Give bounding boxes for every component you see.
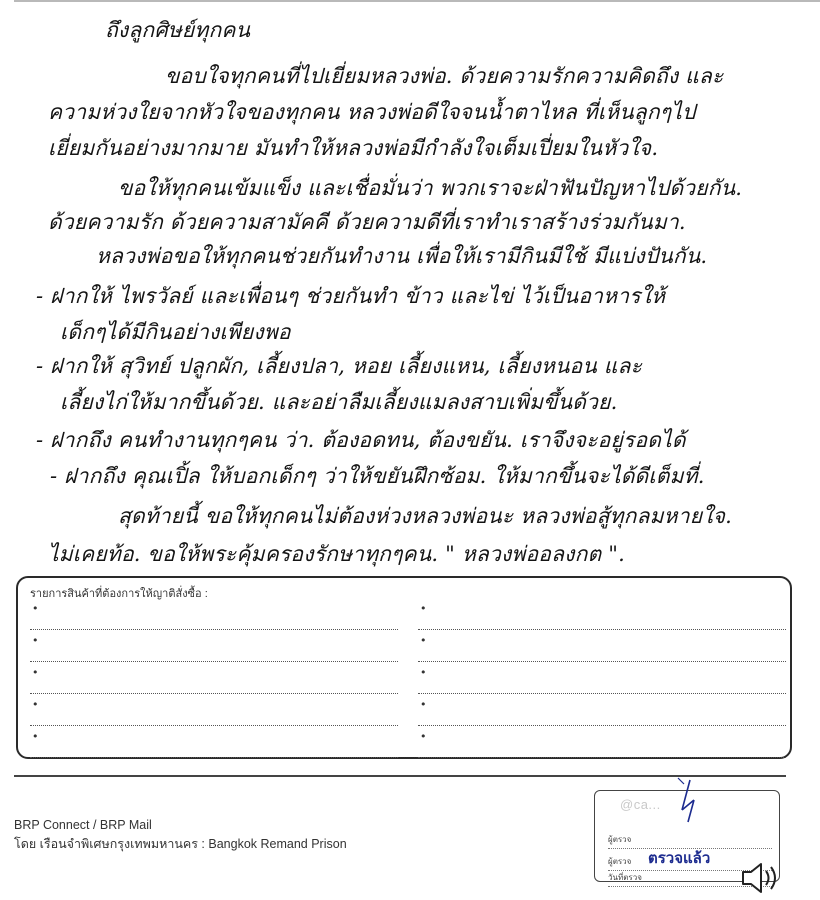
inspector-label: ผู้ตรวจ xyxy=(608,835,632,844)
status-label: ผู้ตรวจ xyxy=(608,857,632,866)
watermark: @ca... xyxy=(620,797,661,812)
speaker-icon[interactable] xyxy=(739,858,789,898)
order-items-form xyxy=(16,576,792,759)
footer-brand xyxy=(14,816,347,854)
form-bullet: • xyxy=(420,730,427,743)
form-entry-line[interactable] xyxy=(418,662,786,694)
letter-line: - ฝากให้ สุวิทย์ ปลูกผัก, เลี้ยงปลา, หอย เลี้ยงแหน, เลี้ยงหนอน และ xyxy=(36,354,643,378)
letter-line: เด็กๆได้มีกินอย่างเพียงพอ xyxy=(60,320,291,344)
brand-name: BRP Connect / BRP Mail xyxy=(14,818,152,832)
form-entry-line[interactable] xyxy=(30,630,398,662)
letter-line: หลวงพ่อขอให้ทุกคนช่วยกันทำงาน เพื่อให้เรามีกินมีใช้ มีแบ่งปันกัน. xyxy=(96,244,708,268)
signature-scribble xyxy=(660,770,720,830)
letter-line: ขอให้ทุกคนเข้มแข็ง และเชื่อมั่นว่า พวกเราจะฝ่าฟันปัญหาไปด้วยกัน. xyxy=(118,176,743,200)
letter-line: - ฝากถึง คนทำงานทุกๆคน ว่า. ต้องอดทน, ต้องขยัน. เราจึงจะอยู่รอดได้ xyxy=(36,428,686,452)
form-bullet: • xyxy=(32,602,39,615)
form-entry-line[interactable] xyxy=(30,662,398,694)
letter-line: ความห่วงใยจากหัวใจของทุกคน หลวงพ่อดีใจจนน้ำตาไหล ที่เห็นลูกๆไป xyxy=(48,100,696,124)
form-entry-line[interactable] xyxy=(418,630,786,662)
letter-line: ไม่เคยท้อ. ขอให้พระคุ้มครองรักษาทุกๆคน. " หลวงพ่ออลงกต ". xyxy=(48,542,625,566)
form-bullet: • xyxy=(420,634,427,647)
form-entry-line[interactable] xyxy=(30,694,398,726)
form-title: รายการสินค้าที่ต้องการให้ญาติสั่งซื้อ : xyxy=(30,588,208,600)
letter-line: ถึงลูกศิษย์ทุกคน xyxy=(105,18,251,42)
brand-subtitle: โดย เรือนจำพิเศษกรุงเทพมหานคร : Bangkok Remand Prison xyxy=(14,837,347,851)
form-entry-line[interactable] xyxy=(30,726,398,758)
letter-line: สุดท้ายนี้ ขอให้ทุกคนไม่ต้องห่วงหลวงพ่อนะ หลวงพ่อสู้ทุกลมหายใจ. xyxy=(118,504,733,528)
form-bullet: • xyxy=(32,730,39,743)
form-entry-line[interactable] xyxy=(418,726,786,758)
form-bullet: • xyxy=(32,634,39,647)
letter-line: เยี่ยมกันอย่างมากมาย มันทำให้หลวงพ่อมีกำลังใจเต็มเปี่ยมในหัวใจ. xyxy=(48,136,659,160)
form-bullet: • xyxy=(420,666,427,679)
form-bullet: • xyxy=(32,698,39,711)
letter-line: ขอบใจทุกคนที่ไปเยี่ยมหลวงพ่อ. ด้วยความรักความคิดถึง และ xyxy=(165,64,724,88)
form-entry-line[interactable] xyxy=(30,598,398,630)
form-entry-line[interactable] xyxy=(418,694,786,726)
date-label: วันที่ตรวจ xyxy=(608,873,642,882)
form-bullet: • xyxy=(420,602,427,615)
letter-line: ด้วยความรัก ด้วยความสามัคคี ด้วยความดีที่เราทำเราสร้างร่วมกันมา. xyxy=(48,210,686,234)
letter-line: - ฝากให้ ไพรวัลย์ และเพื่อนๆ ช่วยกันทำ ข้าว และไข่ ไว้เป็นอาหารให้ xyxy=(36,284,666,308)
form-bullet: • xyxy=(32,666,39,679)
form-entry-line[interactable] xyxy=(418,598,786,630)
inspection-status: ตรวจแล้ว xyxy=(648,850,711,867)
letter-line: เลี้ยงไก่ให้มากขึ้นด้วย. และอย่าลืมเลี้ยงแมลงสาบเพิ่มขึ้นด้วย. xyxy=(60,390,618,414)
letter-line: - ฝากถึง คุณเปิ้ล ให้บอกเด็กๆ ว่าให้ขยันฝึกซ้อม. ให้มากขึ้นจะได้ดีเต็มที่. xyxy=(50,464,705,488)
form-column-right xyxy=(418,598,786,758)
form-column-left xyxy=(30,598,398,758)
form-bullet: • xyxy=(420,698,427,711)
